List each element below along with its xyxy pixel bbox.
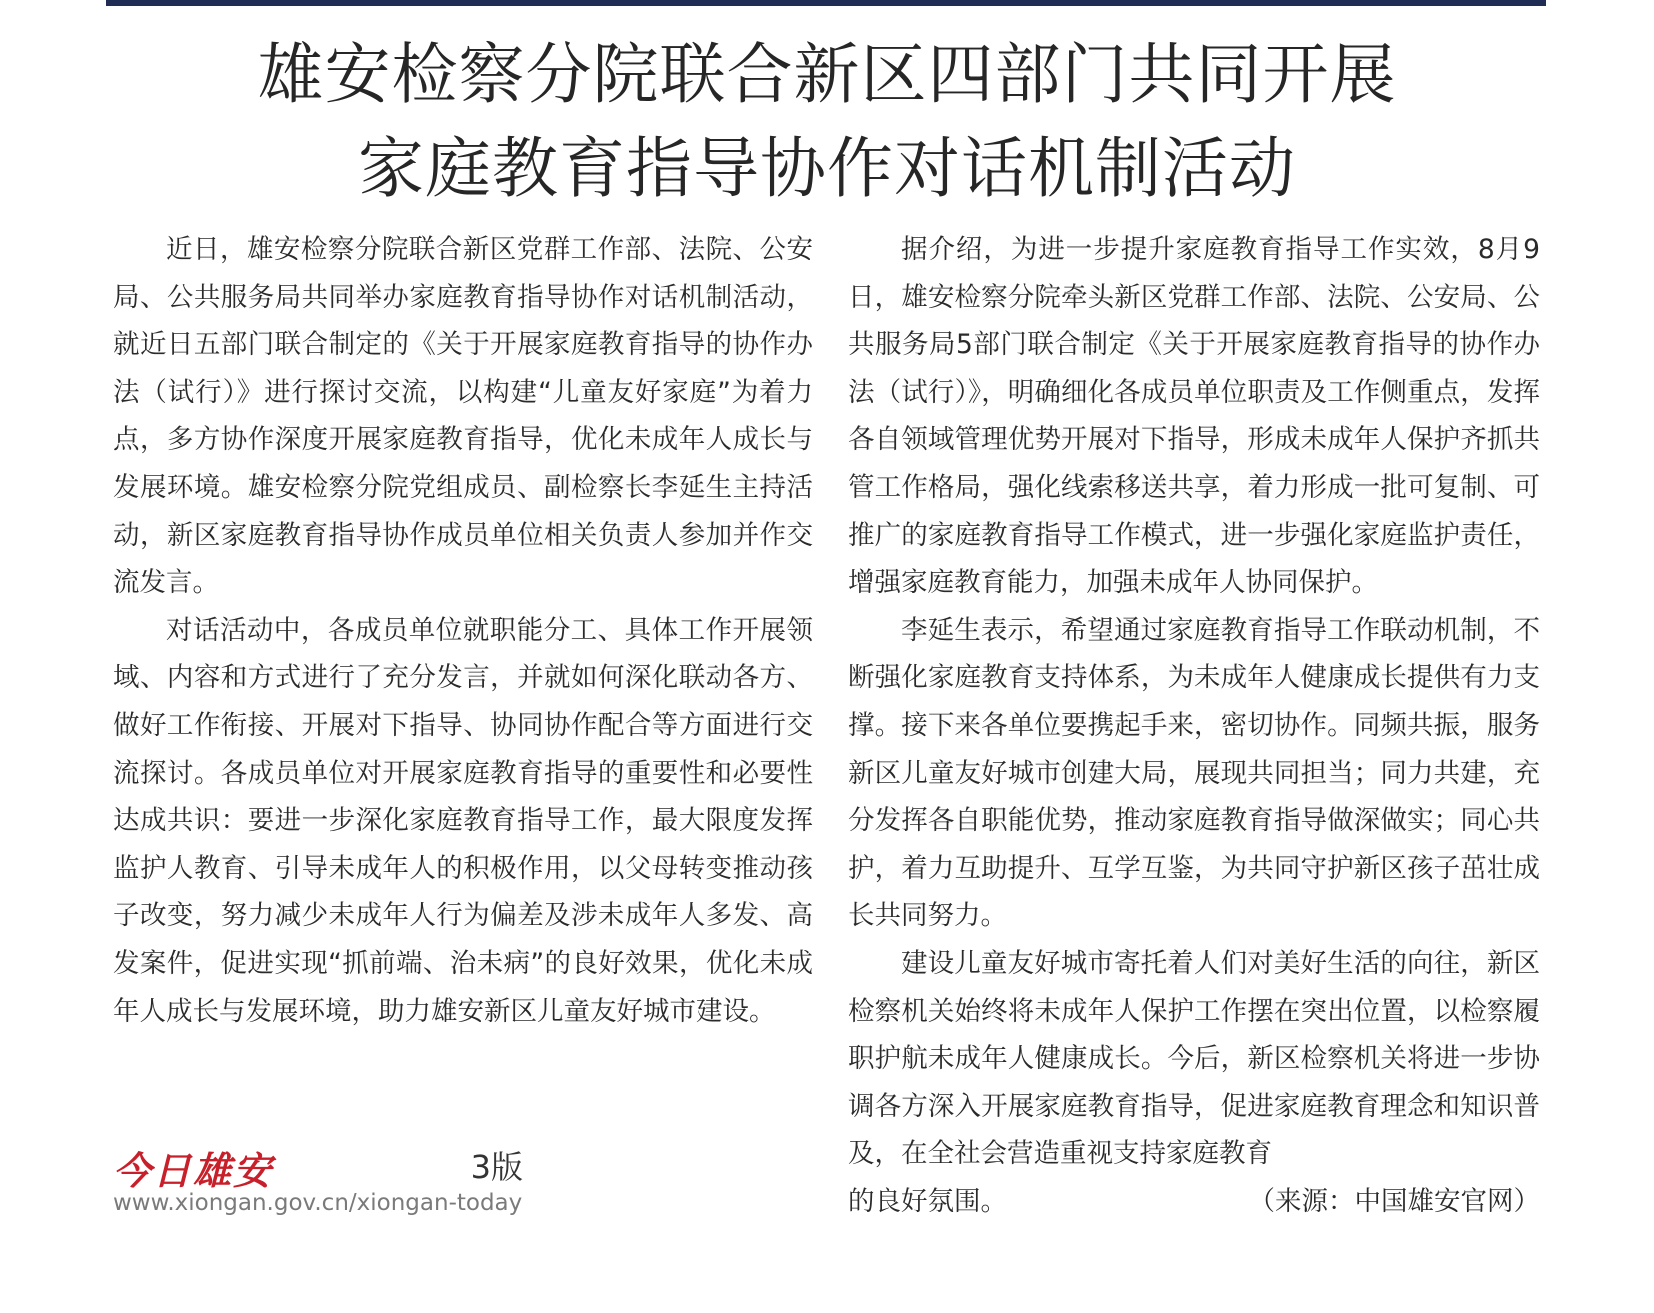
page-number: 3版 xyxy=(470,1148,523,1186)
masthead xyxy=(113,1140,523,1220)
headline-line-2: 家庭教育指导协作对话机制活动 xyxy=(358,130,1296,207)
source-credit: （来源：中国雄安官网） xyxy=(1248,1185,1540,1217)
paragraph: 对话活动中，各成员单位就职能分工、具体工作开展领域、内容和方式进行了充分发言，并就如何深化联动各方、做好工作衔接、开展对下指导、协同协作配合等方面进行交流探讨。各成员单位对开展家庭教育指导的重要性和必要性达成共识：要进一步深化家庭教育指导工作，最大限度发挥监护人教育、引导未成年人的积极作用，以父母转变推动孩子改变，努力减少未成年人行为偏差及涉未成年人多发、高发案件，促进实现“抓前端、治未病”的良好效果，优化未成年人成长与发展环境，助力雄安新区儿童友好城市建设。 xyxy=(113,614,813,1027)
article-headline xyxy=(0,28,1654,216)
headline-line-1: 雄安检察分院联合新区四部门共同开展 xyxy=(257,36,1397,113)
paragraph: 李延生表示，希望通过家庭教育指导工作联动机制，不断强化家庭教育支持体系，为未成年人健康成长提供有力支撑。接下来各单位要携起手来，密切协作。同频共振，服务新区儿童友好城市创建大局，展现共同担当；同力共建，充分发挥各自职能优势，推动家庭教育指导做深做实；同心共护，着力互助提升、互学互鉴，为共同守护新区孩子茁壮成长共同努力。 xyxy=(848,614,1540,932)
masthead-url[interactable]: www.xiongan.gov.cn/xiongan-today xyxy=(113,1190,523,1216)
closing-text: 的良好氛围。 xyxy=(848,1185,1007,1217)
paragraph: 近日，雄安检察分院联合新区党群工作部、法院、公安局、公共服务局共同举办家庭教育指导协作对话机制活动，就近日五部门联合制定的《关于开展家庭教育指导的协作办法（试行）》进行探讨交流，以构建“儿童友好家庭”为着力点，多方协作深度开展家庭教育指导，优化未成年人成长与发展环境。雄安检察分院党组成员、副检察长李延生主持活动，新区家庭教育指导协作成员单位相关负责人参加并作交流发言。 xyxy=(113,234,813,599)
top-rule xyxy=(106,0,1546,6)
newspaper-logo: 今日雄安 xyxy=(113,1148,274,1193)
paragraph: 据介绍，为进一步提升家庭教育指导工作实效，8月9日，雄安检察分院牵头新区党群工作部、法院、公安局、公共服务局5部门联合制定《关于开展家庭教育指导的协作办法（试行）》，明确细化各成员单位职责及工作侧重点，发挥各自领域管理优势开展对下指导，形成未成年人保护齐抓共管工作格局，强化线索移送共享，着力形成一批可复制、可推广的家庭教育指导工作模式，进一步强化家庭监护责任，增强家庭教育能力，加强未成年人协同保护。 xyxy=(848,234,1540,599)
closing-line xyxy=(848,1178,1540,1226)
right-column xyxy=(848,226,1540,1225)
left-column xyxy=(113,226,813,1035)
paragraph: 建设儿童友好城市寄托着人们对美好生活的向往，新区检察机关始终将未成年人保护工作摆在突出位置，以检察履职护航未成年人健康成长。今后，新区检察机关将进一步协调各方深入开展家庭教育指导，促进家庭教育理念和知识普及，在全社会营造重视支持家庭教育 xyxy=(848,947,1540,1170)
